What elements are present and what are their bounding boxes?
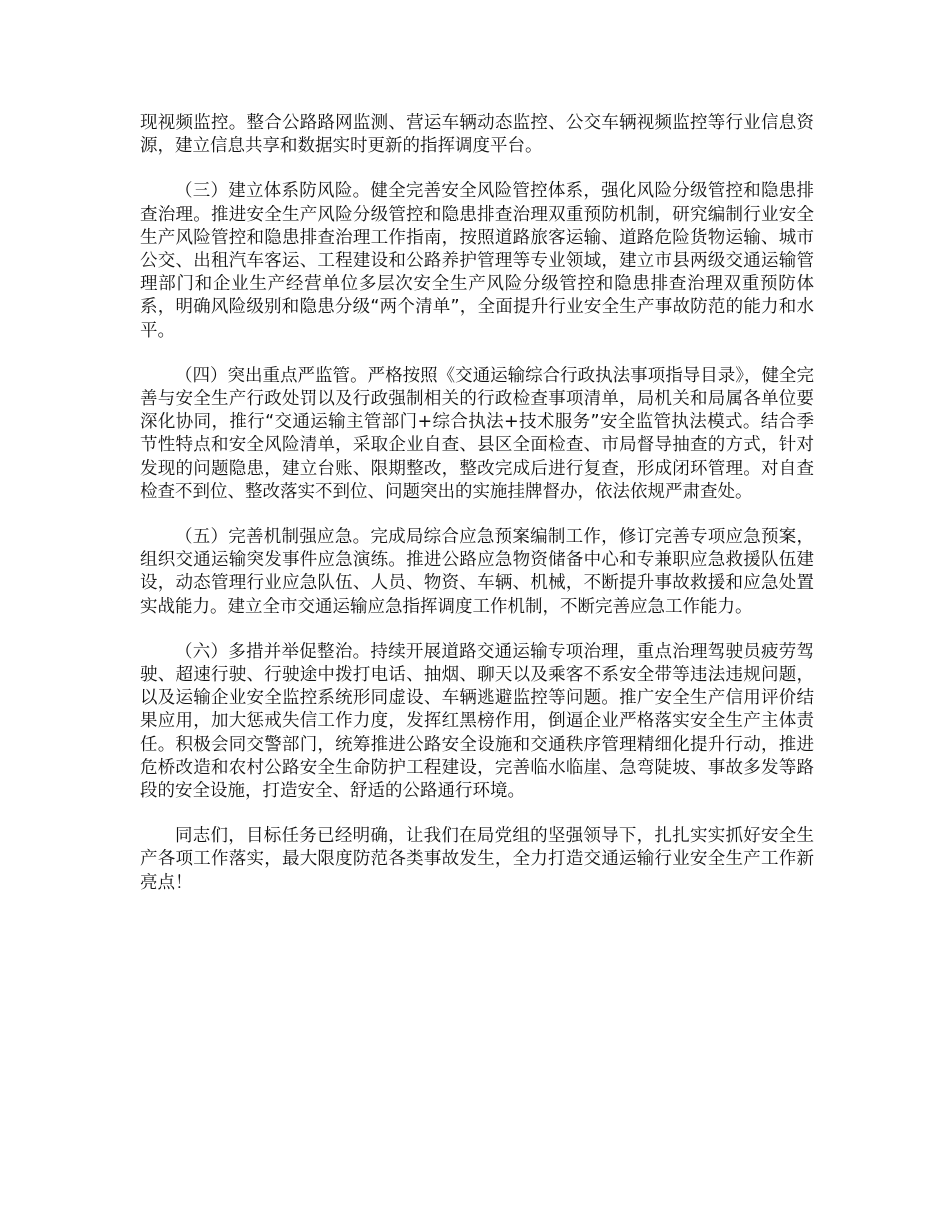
paragraph-section-3: （三）建立体系防风险。健全完善安全风险管控体系，强化风险分级管控和隐患排查治理。推进安全生产风险分级管控和隐患排查治理双重预防机制，研究编制行业安全生产风险管控和隐患排查治理工作指南，按照道路旅客运输、道路危险货物运输、城市公交、出租汽车客运、工程建设和公路养护管理等专业领域，建立市县两级交通运输管理部门和企业生产经营单位多层次安全生产风险分级管控和隐患排查治理双重预防体系，明确风险级别和隐患分级“两个清单”，全面提升行业安全生产事故防范的能力和水平。 (140, 181, 814, 341)
paragraph-section-4: （四）突出重点严监管。严格按照《交通运输综合行政执法事项指导目录》，健全完善与安全生产行政处罚以及行政强制相关的行政检查事项清单，局机关和局属各单位要深化协同，推行“交通运输主管部门+综合执法+技术服务”安全监管执法模式。结合季节性特点和安全风险清单，采取企业自查、县区全面检查、市局督导抽查的方式，针对发现的问题隐患，建立台账、限期整改，整改完成后进行复查，形成闭环管理。对自查检查不到位、整改落实不到位、问题突出的实施挂牌督办，依法依规严肃查处。 (140, 365, 814, 502)
paragraph-continuation: 现视频监控。整合公路路网监测、营运车辆动态监控、公交车辆视频监控等行业信息资源，建立信息共享和数据实时更新的指挥调度平台。 (140, 113, 814, 157)
document-body (140, 112, 814, 917)
paragraph-closing: 同志们，目标任务已经明确，让我们在局党组的坚强领导下，扎扎实实抓好安全生产各项工作落实，最大限度防范各类事故发生，全力打造交通运输行业安全生产工作新亮点！ (140, 826, 814, 893)
paragraph-section-5: （五）完善机制强应急。完成局综合应急预案编制工作，修订完善专项应急预案，组织交通运输突发事件应急演练。推进公路应急物资储备中心和专兼职应急救援队伍建设，动态管理行业应急队伍、人员、物资、车辆、机械，不断提升事故救援和应急处置实战能力。建立全市交通运输应急指挥调度工作机制，不断完善应急工作能力。 (140, 527, 814, 617)
paragraph-section-6: （六）多措并举促整治。持续开展道路交通运输专项治理，重点治理驾驶员疲劳驾驶、超速行驶、行驶途中拨打电话、抽烟、聊天以及乘客不系安全带等违法违规问题，以及运输企业安全监控系统形同虚设、车辆逃避监控等问题。推广安全生产信用评价结果应用，加大惩戒失信工作力度，发挥红黑榜作用，倒逼企业严格落实安全生产主体责任。积极会同交警部门，统筹推进公路安全设施和交通秩序管理精细化提升行动，推进危桥改造和农村公路安全生命防护工程建设，完善临水临崖、急弯陡坡、事故多发等路段的安全设施，打造安全、舒适的公路通行环境。 (140, 641, 814, 802)
